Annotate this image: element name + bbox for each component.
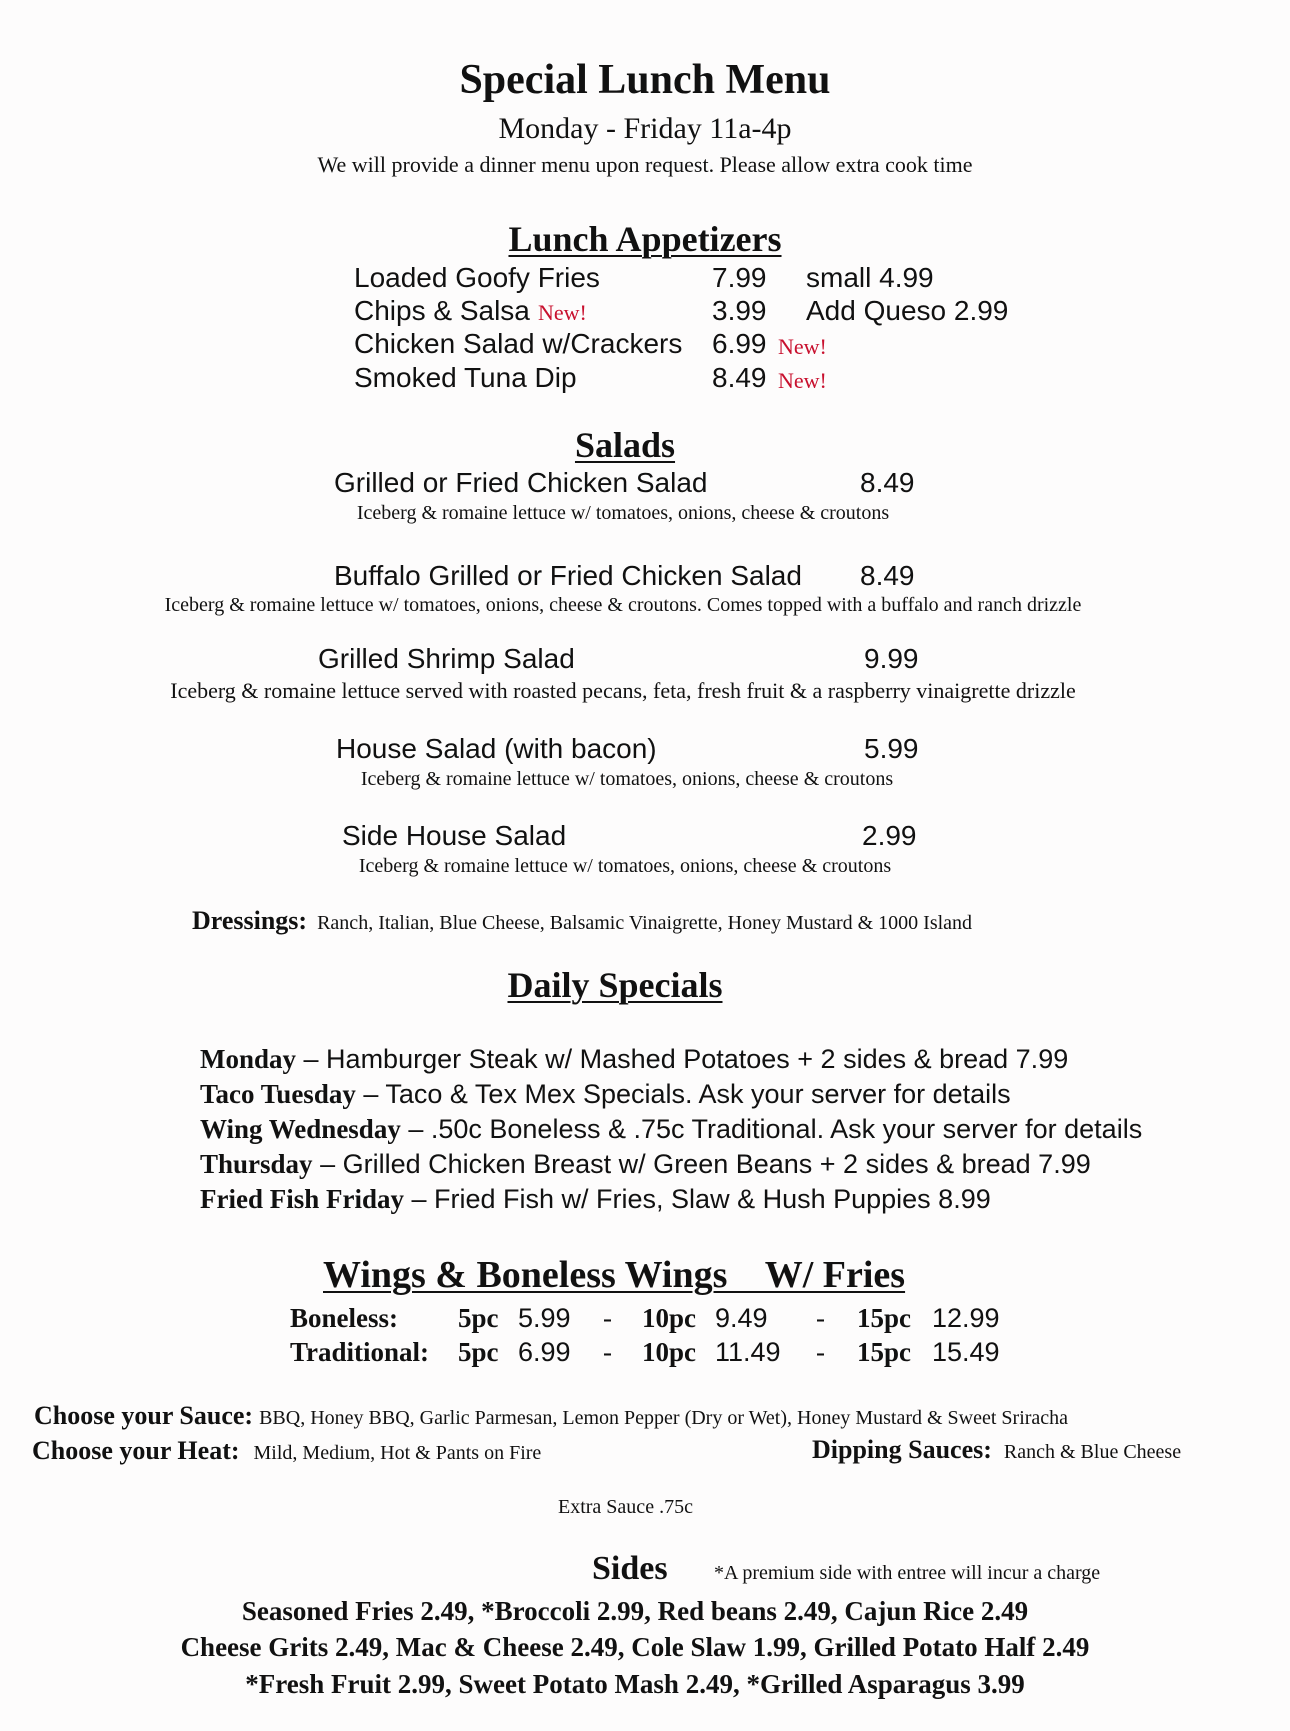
dressings-line [192, 906, 972, 936]
special-text: – .50c Boneless & .75c Traditional. Ask your server for details [400, 1114, 1143, 1144]
wings-price: 9.49 [715, 1303, 768, 1333]
sides-line: Seasoned Fries 2.49, *Broccoli 2.99, Red beans 2.49, Cajun Rice 2.49 [241, 1596, 1029, 1626]
salad-price: 9.99 [864, 643, 919, 674]
special-day: Monday [200, 1044, 297, 1074]
appetizer-name: Chicken Salad w/Crackers [354, 328, 683, 359]
wings-size: 15pc [857, 1337, 911, 1367]
sides-line: *Fresh Fruit 2.99, Sweet Potato Mash 2.49, *Grilled Asparagus 3.99 [245, 1669, 1025, 1699]
dipping-line [812, 1435, 1181, 1465]
wings-size: 5pc [458, 1303, 499, 1333]
appetizer-name: Loaded Goofy Fries [354, 262, 600, 293]
wings-dash: - [816, 1303, 825, 1333]
wings-row-label: Boneless: [290, 1303, 398, 1333]
page-title: Special Lunch Menu [459, 57, 831, 103]
extra-sauce: Extra Sauce .75c [558, 1496, 693, 1518]
special-text: – Taco & Tex Mex Specials. Ask your server for details [355, 1079, 1011, 1109]
special-day: Wing Wednesday [200, 1114, 401, 1144]
salad-description: Iceberg & romaine lettuce w/ tomatoes, onions, cheese & croutons [360, 768, 894, 790]
dressings-label: Dressings: [192, 906, 308, 935]
header-note: We will provide a dinner menu upon request. Please allow extra cook time [317, 152, 973, 177]
appetizer-name: Smoked Tuna Dip [354, 362, 577, 393]
salads-heading: Salads [574, 425, 676, 465]
wings-price: 15.49 [932, 1337, 1000, 1367]
wings-dash: - [603, 1337, 612, 1367]
new-badge: New! [778, 334, 827, 359]
special-item [200, 1149, 1091, 1180]
appetizer-extra: Add Queso 2.99 [806, 295, 1009, 326]
wings-price: 11.49 [715, 1337, 781, 1367]
special-text: – Hamburger Steak w/ Mashed Potatoes + 2 sides & bread 7.99 [296, 1044, 1069, 1074]
sides-note: *A premium side with entree will incur a charge [714, 1562, 1101, 1584]
wings-dash: - [816, 1337, 825, 1367]
wings-dash: - [603, 1303, 612, 1333]
sauce-label: Choose your Sauce: [34, 1401, 254, 1430]
salad-name: Side House Salad [342, 820, 567, 851]
sauce-line [34, 1401, 1068, 1431]
salad-description: Iceberg & romaine lettuce served with roasted pecans, feta, fresh fruit & a raspberry vinaigrette drizzle [170, 678, 1076, 703]
salad-name: Grilled or Fried Chicken Salad [334, 467, 708, 498]
salad-name: House Salad (with bacon) [336, 733, 657, 764]
appetizer-price: 7.99 [712, 262, 767, 293]
special-item [200, 1044, 1068, 1075]
salad-description: Iceberg & romaine lettuce w/ tomatoes, onions, cheese & croutons. Comes topped with a buffalo and ranch drizzle [164, 594, 1082, 616]
heat-list: Mild, Medium, Hot & Pants on Fire [253, 1442, 542, 1464]
dipping-label: Dipping Sauces: [812, 1435, 992, 1464]
appetizer-extra: small 4.99 [806, 262, 934, 293]
appetizers-heading: Lunch Appetizers [508, 219, 782, 259]
salad-description: Iceberg & romaine lettuce w/ tomatoes, onions, cheese & croutons [358, 855, 892, 877]
salad-price: 8.49 [860, 560, 915, 591]
wings-size: 10pc [642, 1303, 696, 1333]
hours: Monday - Friday 11a-4p [498, 112, 792, 145]
heat-label: Choose your Heat: [32, 1436, 240, 1465]
salad-price: 5.99 [864, 733, 919, 764]
dipping-list: Ranch & Blue Cheese [1003, 1441, 1182, 1463]
salad-name: Grilled Shrimp Salad [318, 643, 575, 674]
wings-size: 10pc [642, 1337, 696, 1367]
wings-size: 15pc [857, 1303, 911, 1333]
salad-price: 8.49 [860, 467, 915, 498]
special-text: – Grilled Chicken Breast w/ Green Beans + 2 sides & bread 7.99 [312, 1149, 1091, 1179]
special-day: Taco Tuesday [200, 1079, 356, 1109]
appetizer-price: 3.99 [712, 295, 767, 326]
sides-line: Cheese Grits 2.49, Mac & Cheese 2.49, Cole Slaw 1.99, Grilled Potato Half 2.49 [180, 1632, 1090, 1662]
wings-size: 5pc [458, 1337, 499, 1367]
heat-line [32, 1436, 541, 1466]
wings-heading: Wings & Boneless Wings W/ Fries [323, 1254, 906, 1296]
salad-name: Buffalo Grilled or Fried Chicken Salad [334, 560, 802, 591]
appetizer-name: Chips & Salsa [354, 295, 530, 326]
sides-heading: Sides [592, 1550, 668, 1587]
new-badge: New! [778, 368, 827, 393]
special-day: Thursday [200, 1149, 313, 1179]
wings-price: 6.99 [518, 1337, 571, 1367]
special-item [200, 1114, 1142, 1145]
salad-price: 2.99 [862, 820, 917, 851]
salad-description: Iceberg & romaine lettuce w/ tomatoes, onions, cheese & croutons [356, 502, 890, 524]
special-day: Fried Fish Friday [200, 1184, 404, 1214]
special-item [200, 1079, 1011, 1110]
wings-price: 12.99 [932, 1303, 1000, 1333]
wings-row-label: Traditional: [290, 1337, 430, 1367]
wings-price: 5.99 [518, 1303, 571, 1333]
new-badge: New! [538, 300, 587, 325]
appetizer-price: 6.99 [712, 328, 767, 359]
appetizer-price: 8.49 [712, 362, 767, 393]
special-item [200, 1184, 991, 1215]
special-text: – Fried Fish w/ Fries, Slaw & Hush Puppies 8.99 [404, 1184, 991, 1214]
dressings-list: Ranch, Italian, Blue Cheese, Balsamic Vinaigrette, Honey Mustard & 1000 Island [317, 912, 973, 934]
sauce-list: BBQ, Honey BBQ, Garlic Parmesan, Lemon Pepper (Dry or Wet), Honey Mustard & Sweet Sriracha [259, 1407, 1069, 1429]
specials-heading: Daily Specials [507, 965, 723, 1005]
